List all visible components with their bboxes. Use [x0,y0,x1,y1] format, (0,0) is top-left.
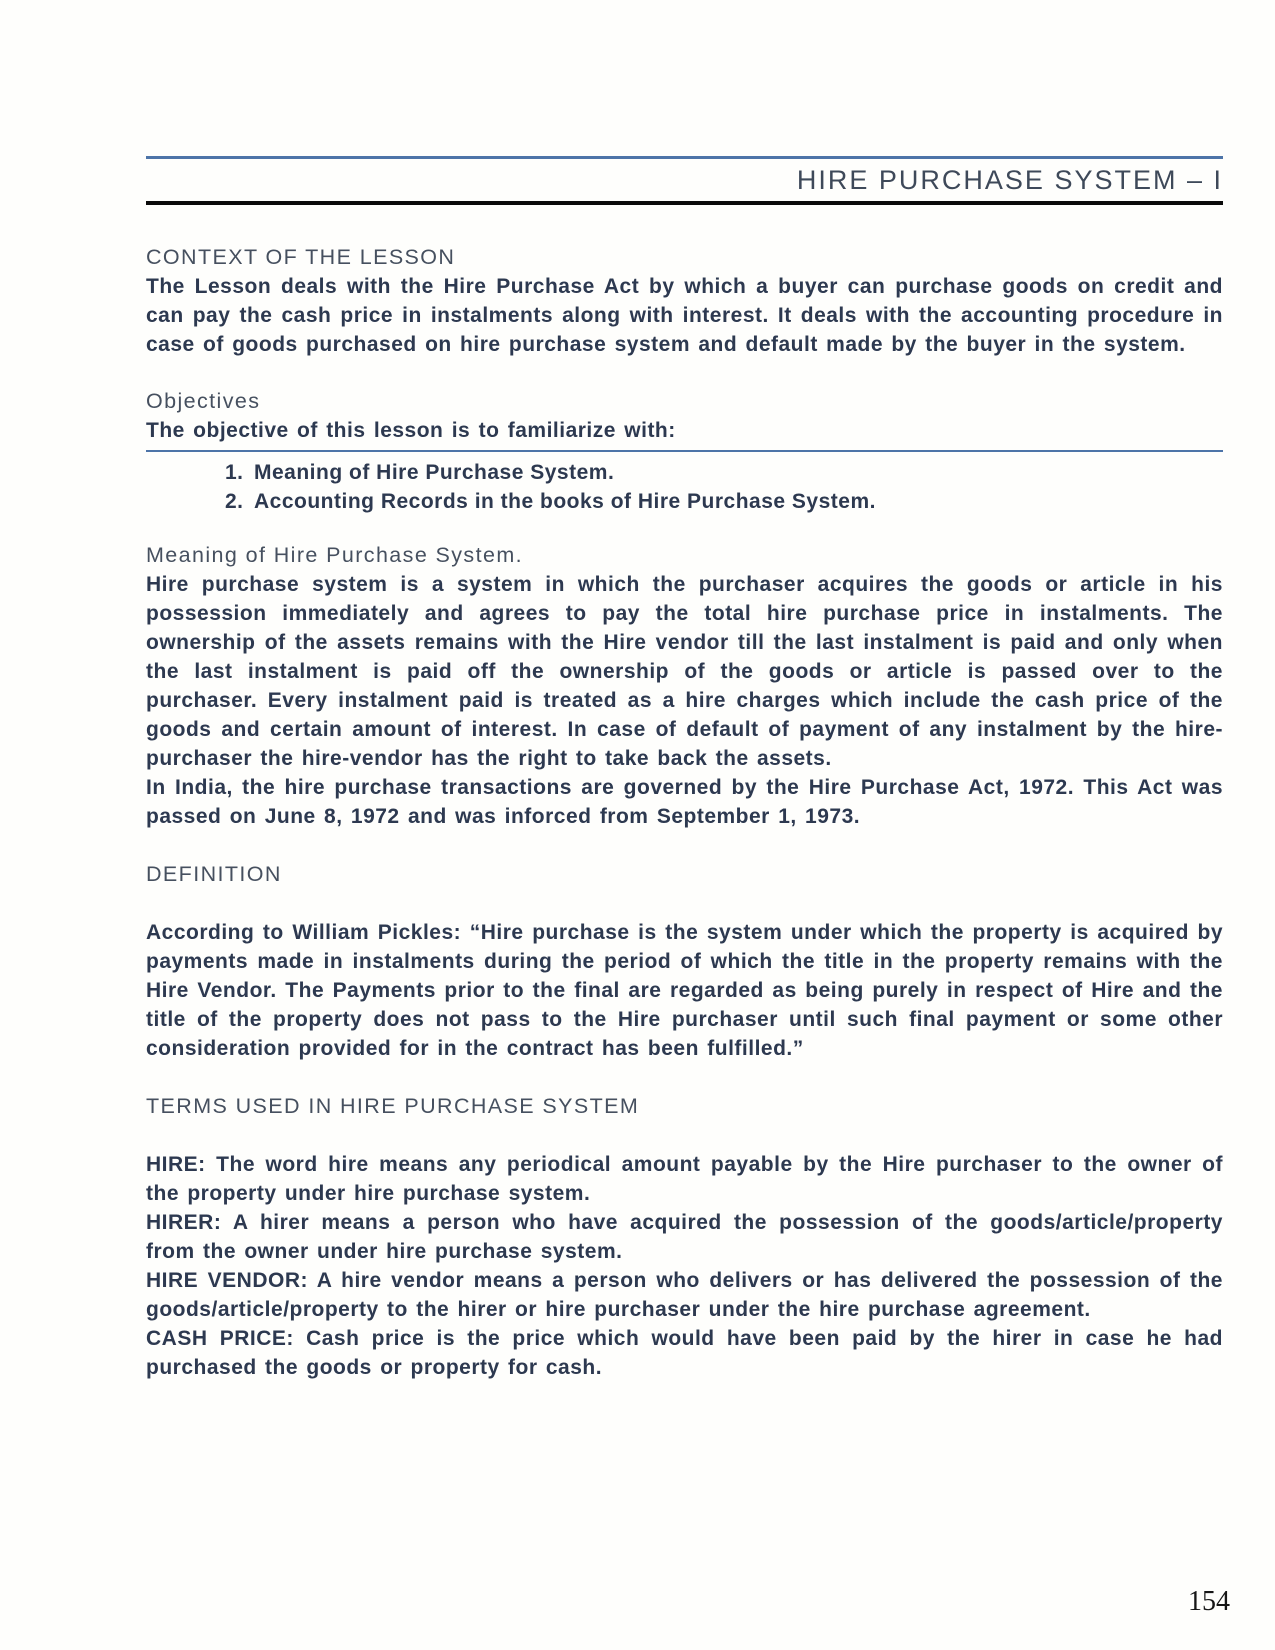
objective-text: Accounting Records in the books of Hire Purchase System. [254,490,876,513]
term-label: HIRE: [146,1153,206,1176]
section-context [146,243,1223,359]
terms-heading: TERMS USED IN HIRE PURCHASE SYSTEM [146,1094,640,1118]
terms-list [146,1150,1223,1382]
meaning-paragraph-2: In India, the hire purchase transactions are governed by the Hire Purchase Act, 1972. This Act was passed on June 8, 1972 and was inforced from September 1, 1973. [146,776,1223,828]
objective-item [225,487,1223,516]
term-definition: A hire vendor means a person who delivers or has delivered the possession of the goods/article/property to the hirer or hire purchaser under the hire purchase agreement. [146,1269,1223,1321]
term-definition: The word hire means any periodical amount payable by the Hire purchaser to the owner of the property under hire purchase system. [146,1153,1223,1205]
context-body: The Lesson deals with the Hire Purchase Act by which a buyer can purchase goods on credit and can pay the cash price in instalments along with interest. It deals with the accounting procedure in case of goods purchased on hire purchase system and default made by the buyer in the system. [146,275,1223,356]
term-label: CASH PRICE: [146,1327,294,1350]
term-definition: A hirer means a person who have acquired the possession of the goods/article/property from the owner under hire purchase system. [146,1211,1223,1263]
objectives-rule [146,450,1223,452]
page-number: 154 [1188,1586,1230,1617]
definition-body: According to William Pickles: “Hire purchase is the system under which the property is acquired by payments made in instalments during the period of which the title in the property remains with the Hire Vendor. The Payments prior to the final are regarded as being purely in respect of Hire and the title of the property does not pass to the Hire purchaser until such final payment or some other consideration provided for in the contract has been fulfilled.” [146,921,1223,1060]
context-heading: CONTEXT OF THE LESSON [146,245,456,269]
meaning-paragraph-1: Hire purchase system is a system in which the purchaser acquires the goods or article in his possession immediately and agrees to pay the total hire purchase price in instalments. The ownership of the assets remains with the Hire vendor till the last instalment is paid and only when the last instalment is paid off the ownership of the goods or article is passed over to the purchaser. Every instalment paid is treated as a hire charges which include the cash price of the goods and certain amount of interest. In case of default of payment of any instalment by the hire-purchaser the hire-vendor has the right to take back the assets. [146,573,1223,770]
page-title: HIRE PURCHASE SYSTEM – I [796,165,1223,195]
objective-number: 1. [225,461,244,484]
term-label: HIRER: [146,1211,222,1234]
section-meaning [146,541,1223,831]
term-definition: Cash price is the price which would have been paid by the hirer in case he had purchased the goods or property for cash. [146,1327,1224,1379]
term-label: HIRE VENDOR: [146,1269,309,1292]
definition-heading: DEFINITION [146,862,282,886]
objective-text: Meaning of Hire Purchase System. [254,461,615,484]
header-top-rule [146,156,1223,159]
term-item-hirer [146,1208,1223,1266]
meaning-heading: Meaning of Hire Purchase System. [146,543,523,567]
objectives-list [146,458,1223,516]
objective-number: 2. [225,490,244,513]
objectives-heading: Objectives [146,389,261,413]
page-content [146,0,1223,1382]
objective-item [225,458,1223,487]
objectives-intro: The objective of this lesson is to familiarize with: [146,419,676,442]
section-objectives [146,387,1223,516]
section-definition [146,860,1223,1063]
section-terms [146,1092,1223,1382]
term-item-cash-price [146,1324,1223,1382]
term-item-hire-vendor [146,1266,1223,1324]
term-item-hire [146,1150,1223,1208]
header-bottom-rule [146,201,1223,205]
